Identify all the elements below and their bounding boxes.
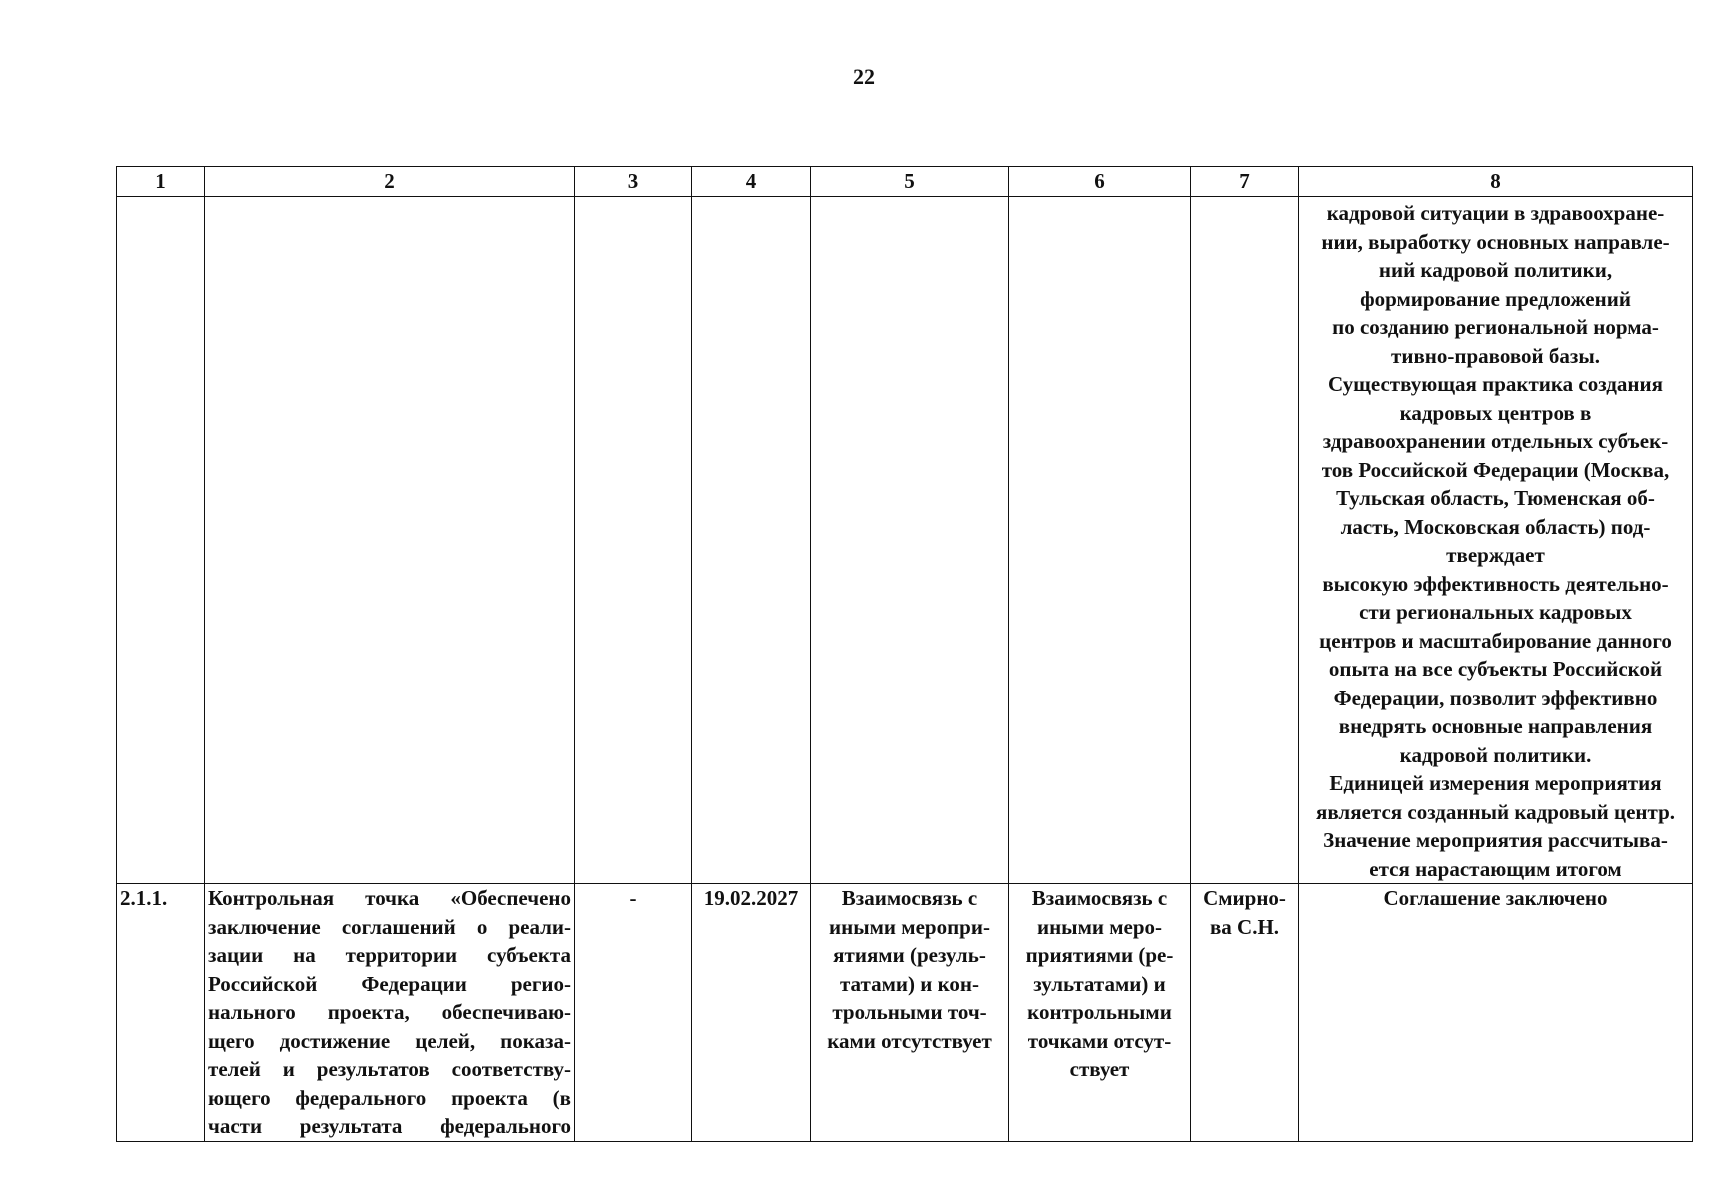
successors-line: иными меро- [1036, 914, 1163, 939]
column-header-2: 2 [205, 167, 575, 197]
table-row-2-1-1 [117, 884, 1693, 1142]
column-header-4: 4 [692, 167, 811, 197]
checkpoint-name-line: части результата федерального [208, 1114, 571, 1138]
description-line: тивно-правовой базы. [1391, 343, 1600, 368]
description-line: Федерации, позволит эффективно [1333, 685, 1658, 710]
description-line: является созданный кадровый центр. [1315, 799, 1675, 824]
checkpoint-name-line: ющего федерального проекта (в [208, 1085, 571, 1110]
description-line: Единицей измерения мероприятия [1329, 771, 1662, 795]
measures-table [116, 166, 1693, 1142]
predecessors-line: ками отсутствует [827, 1028, 992, 1053]
successors-line: точками отсут- [1027, 1028, 1172, 1053]
successors-line: зультатами) и [1033, 971, 1166, 996]
description-line: нии, выработку основных направле- [1321, 229, 1670, 254]
successors-cell [1009, 884, 1191, 1142]
cell-empty [1009, 197, 1191, 884]
cell-empty [117, 197, 205, 884]
description-line: ласть, Московская область) под- [1340, 514, 1651, 539]
continuation-row [117, 197, 1693, 884]
description-line: здравоохранении отдельных субъек- [1322, 429, 1669, 453]
description-line: сти региональных кадровых [1359, 600, 1632, 624]
predecessors-cell [811, 884, 1009, 1142]
continuation-description-cell [1299, 197, 1693, 884]
start-date-cell: - [575, 884, 692, 1142]
checkpoint-name-line: Контрольная точка «Обеспечено [208, 886, 571, 910]
description-line: тверждает [1446, 543, 1545, 567]
successors-line: приятиями (ре- [1025, 943, 1174, 967]
responsible-line: ва С.Н. [1209, 914, 1280, 939]
page-number: 22 [853, 64, 875, 89]
description-line: опыта на все субъекты Российской [1328, 657, 1663, 681]
description-line: Тульская область, Тюменская об- [1336, 486, 1655, 510]
description-line: высокую эффективность деятельно- [1322, 571, 1669, 596]
description-line: формирование предложений [1360, 286, 1631, 311]
column-header-3: 3 [575, 167, 692, 197]
predecessors-line: трольными точ- [832, 1000, 987, 1024]
responsible-line: Смирно- [1203, 886, 1286, 910]
column-header-6: 6 [1009, 167, 1191, 197]
checkpoint-name-line: щего достижение целей, показа- [208, 1028, 571, 1053]
description-line: кадровых центров в [1399, 400, 1592, 425]
predecessors-line: иными меропри- [829, 914, 990, 939]
cell-empty [575, 197, 692, 884]
responsible-cell [1191, 884, 1299, 1142]
successors-line: ствует [1069, 1057, 1130, 1081]
column-header-5: 5 [811, 167, 1009, 197]
predecessors-line: Взаимосвязь с [841, 886, 978, 910]
cell-empty [692, 197, 811, 884]
description-line: ется нарастающим итогом [1369, 856, 1622, 881]
successors-line: Взаимосвязь с [1031, 886, 1168, 910]
cell-empty [205, 197, 575, 884]
end-date-cell: 19.02.2027 [692, 884, 811, 1142]
checkpoint-name-line: заключение соглашений о реали- [208, 914, 571, 939]
column-header-7: 7 [1191, 167, 1299, 197]
column-number-row [117, 167, 1693, 197]
checkpoint-name-cell [205, 884, 575, 1142]
description-line: ний кадровой политики, [1378, 258, 1613, 282]
description-line: внедрять основные направления [1338, 714, 1653, 738]
predecessors-line: ятиями (резуль- [833, 943, 986, 967]
checkpoint-name-line: нального проекта, обеспечиваю- [208, 1000, 571, 1024]
description-line: по созданию региональной норма- [1332, 315, 1659, 339]
description-line: кадровой ситуации в здравоохране- [1326, 201, 1665, 225]
column-header-8: 8 [1299, 167, 1693, 197]
checkpoint-name-line: Российской Федерации регио- [208, 971, 571, 996]
cell-empty [811, 197, 1009, 884]
description-line: Значение мероприятия рассчитыва- [1323, 828, 1668, 852]
predecessors-line: татами) и кон- [839, 971, 979, 996]
description-line: центров и масштабирование данного [1319, 628, 1672, 653]
result-description-cell: Соглашение заключено [1299, 884, 1693, 1142]
cell-empty [1191, 197, 1299, 884]
successors-line: контрольными [1027, 1000, 1172, 1024]
description-line: тов Российской Федерации (Москва, [1321, 457, 1670, 482]
row-number-cell: 2.1.1. [117, 884, 205, 1142]
checkpoint-name-line: телей и результатов соответству- [208, 1057, 571, 1081]
description-line: кадровой политики. [1399, 742, 1592, 767]
column-header-1: 1 [117, 167, 205, 197]
description-line: Существующая практика создания [1328, 372, 1663, 396]
checkpoint-name-line: зации на территории субъекта [208, 943, 571, 967]
